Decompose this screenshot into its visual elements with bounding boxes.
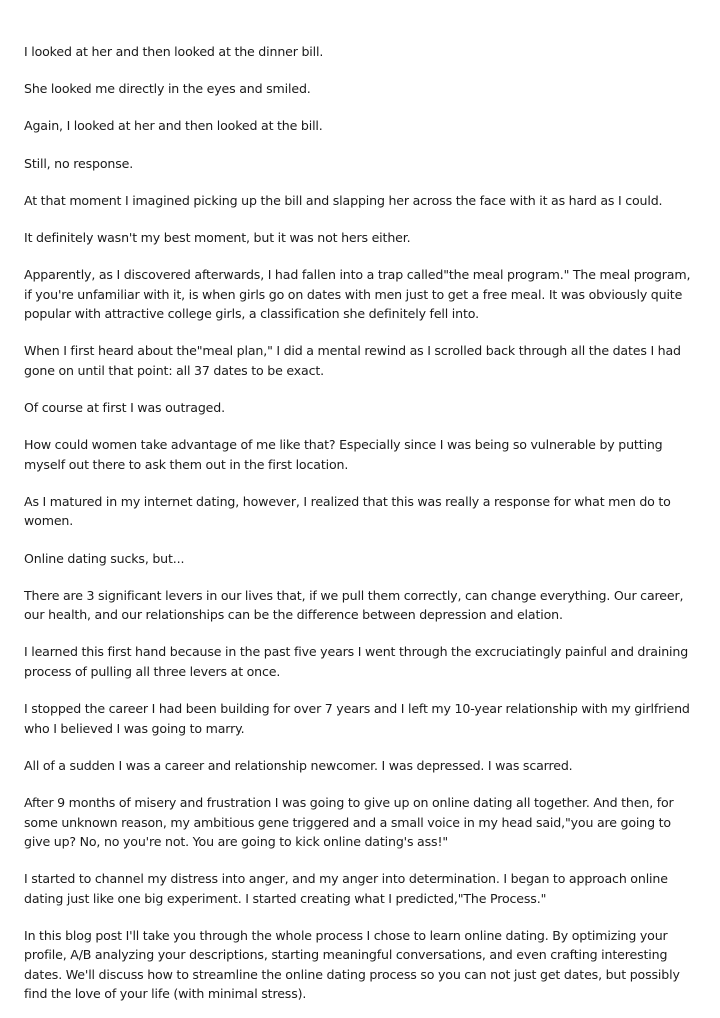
paragraph-14: I learned this first hand because in the past five years I went through the excruciatingly painful and draining process of pulling all three levers at once. bbox=[24, 644, 689, 679]
paragraph-16: All of a sudden I was a career and relationship newcomer. I was depressed. I was scarred. bbox=[24, 757, 573, 773]
paragraph-18: I started to channel my distress into anger, and my anger into determination. I began to approach online dating just like one big experiment. I started creating what I predicted,"The Process." bbox=[24, 871, 668, 906]
paragraph-7: Apparently, as I discovered afterwards, I had fallen into a trap called"the meal program." The meal program, if you're unfamiliar with it, is when girls go on dates with men just to get a free meal. It was obviously quite popular with attractive college girls, a classification she definitely fell into. bbox=[24, 267, 691, 322]
paragraph-3: Again, I looked at her and then looked at the bill. bbox=[24, 118, 323, 134]
paragraph-15: I stopped the career I had been building for over 7 years and I left my 10-year relationship with my girlfriend who I believed I was going to marry. bbox=[24, 701, 690, 736]
paragraph-5: At that moment I imagined picking up the bill and slapping her across the face with it as hard as I could. bbox=[24, 192, 663, 208]
paragraph-19: In this blog post I'll take you through the whole process I chose to learn online dating. By optimizing your profile, A/B analyzing your descriptions, starting meaningful conversations, and even crafting interesting dates. We'll discuss how to streamline the online dating process so you can not just get dates, but possibly find the love of your life (with minimal stress). bbox=[24, 927, 680, 1002]
paragraph-4: Still, no response. bbox=[24, 155, 134, 171]
paragraph-9: Of course at first I was outraged. bbox=[24, 400, 225, 415]
paragraph-12: Online dating sucks, but... bbox=[24, 550, 185, 566]
paragraph-1: I looked at her and then looked at the dinner bill. bbox=[24, 44, 324, 59]
paragraph-17: After 9 months of misery and frustration I was going to give up on online dating all together. And then, for some unknown reason, my ambitious gene triggered and a small voice in my head said,"you are going to give up? No, no you're not. You are going to kick online dating's ass!" bbox=[24, 795, 674, 849]
paragraph-11: As I matured in my internet dating, however, I realized that this was really a response for what men do to women. bbox=[24, 493, 671, 529]
paragraph-8: When I first heard about the"meal plan," I did a mental rewind as I scrolled back through all the dates I had gone on until that point: all 37 dates to be exact. bbox=[24, 343, 681, 378]
paragraph-6: It definitely wasn't my best moment, but it was not hers either. bbox=[24, 229, 411, 245]
paragraph-2: She looked me directly in the eyes and smiled. bbox=[24, 81, 311, 97]
paragraph-13: There are 3 significant levers in our lives that, if we pull them correctly, can change everything. Our career, our health, and our relationships can be the difference between depression and elation. bbox=[24, 587, 684, 623]
paragraph-10: How could women take advantage of me like that? Especially since I was being so vulnerable by putting myself out there to ask them out in the first location. bbox=[24, 437, 663, 472]
